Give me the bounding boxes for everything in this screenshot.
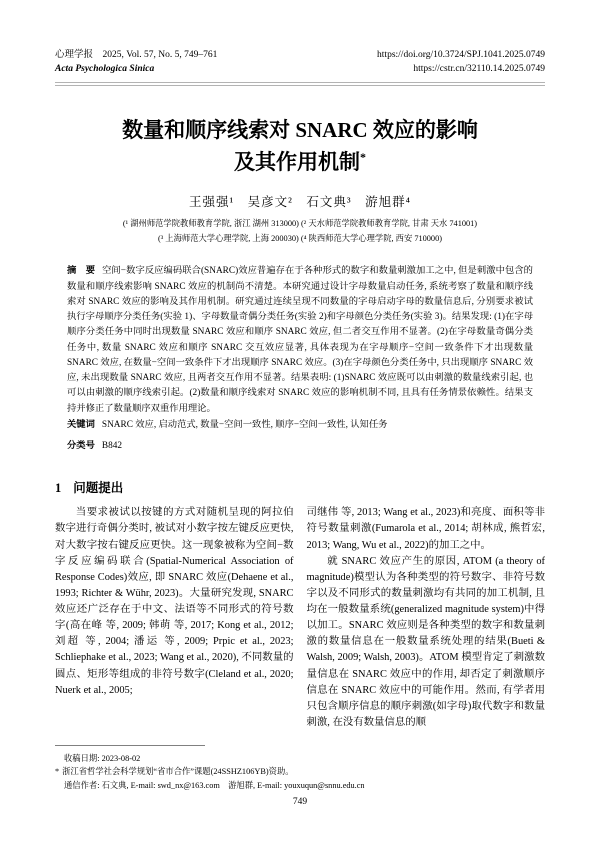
classification-label: 分类号 bbox=[67, 441, 95, 452]
column-right bbox=[307, 505, 546, 731]
affiliations bbox=[55, 217, 545, 247]
footnote-received-date: 收稿日期: 2023-08-02 bbox=[64, 754, 141, 763]
section-title: 问题提出 bbox=[73, 481, 124, 496]
footnote-funding-text: 浙江省哲学社会科学规划“省市合作”课题(24SSHZ106YB)资助。 bbox=[62, 767, 294, 777]
keywords-line bbox=[67, 418, 533, 433]
authors-line: 王强强¹ 吴彦文² 石文典³ 游旭群⁴ bbox=[188, 194, 412, 209]
footnote-asterisk: * bbox=[55, 767, 60, 777]
paper-title-line2 bbox=[55, 146, 545, 179]
section-number: 1 bbox=[55, 481, 62, 496]
paper-title-line1: 数量和顺序线索对 SNARC 效应的影响 bbox=[122, 117, 478, 142]
affiliation-line-1: (¹ 湖州师范学院教师教育学院, 浙江 湖州 313000) (² 天水师范学院教师教育学院, 甘肃 天水 741001) bbox=[122, 218, 478, 228]
journal-citation-cn: 心理学报 2025, Vol. 57, No. 5, 749–761 bbox=[55, 50, 218, 60]
footnote-correspondence: 通信作者: 石文典, E-mail: swd_nx@163.com 游旭群, E-mail: youxuqun@snnu.edu.cn bbox=[64, 780, 365, 790]
body-paragraph: 当要求被试以按键的方式对随机呈现的阿拉伯数字进行奇偶分类时, 被试对小数字按左键反应更快, 对大数字按右键反应更快。这一现象被称为空间−数字反应编码联合(Spatial-Numerical Association of Response Codes)效应, 即 SNARC 效应(Dehaene et al., 1993; Richter & Wühr, 2023)。大量研究发现, SNARC 效应还广泛存在于中文、法语等不同形式的符号数字(高在峰 等, 2009; 韩萌 等, 2017; Kong et al., 2012; 刘超 等, 2004; 潘运 等, 2009; Prpic et al., 2023; Schliephake et al., 2023; Wang et al., 2020), 不同数量的圆点、矩形等组成的非符号数字(Cleland et al., 2020; Nuerk et al., 2005; bbox=[55, 507, 294, 696]
page-number: 749 bbox=[292, 796, 308, 807]
body-paragraph: 就 SNARC 效应产生的原因, ATOM (a theory of magnitude)模型认为各种类型的符号数字、非符号数字以及不同形式的数量刺激均有共同的加工机制, 且均在一般数量系统(generalized magnitude system)中得以加工。SNARC 效应则是各种类型的数字和数量刺激的数量信息在一般数量系统处理的结果(Bueti & Walsh, 2009; Walsh, 2003)。ATOM 模型肯定了刺激数量信息在 SNARC 效应中的作用, 却否定了刺激顺序信息在 SNARC 效应中的可能作用。然而, 有学者用只包含顺序信息的顺序刺激(如字母)取代数字和数量刺激, 在没有数量信息的顺 bbox=[306, 555, 545, 728]
keywords-text: SNARC 效应, 启动范式, 数量−空间一致性, 顺序−空间一致性, 认知任务 bbox=[101, 419, 388, 430]
footnote-block bbox=[55, 745, 545, 792]
classification-line bbox=[67, 439, 533, 454]
paper-title-line2-text: 及其作用机制 bbox=[234, 150, 360, 175]
body-paragraph-continued: 司继伟 等, 2013; Wang et al., 2023)和亮度、面积等非符号数量刺激(Fumarola et al., 2014; 胡林成, 熊哲宏, 2013; Wang, Wu et al., 2022)的加工之中。 bbox=[306, 507, 545, 551]
classification-value: B842 bbox=[101, 441, 123, 452]
footnote-divider bbox=[55, 745, 205, 746]
abstract-block bbox=[67, 264, 533, 454]
affiliation-line-2: (³ 上海师范大学心理学院, 上海 200030) (⁴ 陕西师范大学心理学院, 西安 710000) bbox=[157, 233, 442, 243]
doi-link-primary[interactable]: https://doi.org/10.3724/SPJ.1041.2025.0749 bbox=[377, 50, 545, 60]
body-columns bbox=[55, 505, 545, 731]
title-footnote-mark: * bbox=[360, 150, 366, 165]
abstract-label: 摘 要 bbox=[67, 266, 96, 277]
header-divider-double-rule bbox=[55, 82, 545, 86]
journal-info bbox=[55, 48, 217, 77]
column-left bbox=[55, 505, 294, 731]
journal-header bbox=[55, 48, 545, 77]
footnote-funding bbox=[55, 765, 545, 778]
doi-link-secondary[interactable]: https://cstr.cn/32110.14.2025.0749 bbox=[413, 64, 545, 75]
doi-block bbox=[377, 48, 545, 77]
abstract-text: 空间−数字反应编码联合(SNARC)效应普遍存在于各种形式的数字和数量刺激加工之中, 但是刺激中包含的数量和顺序线索影响 SNARC 效应的机制尚不清楚。本研究通过设计字母数量启动任务, 系统考察了数量和顺序线索对 SNARC 效应的影响及其作用机制。研究通过连续呈现不同数量的字母启动字母的数量信息后, 分别要求被试执行字母顺序分类任务(实验 1)、字母数量奇偶分类任务(实验 2)和字母颜色分类任务(实验 3)。结果发现: (1)在字母顺序分类任务中同时出现数量 SNARC 效应和顺序 SNARC 效应, 但二者交互作用不显著。(2)在字母数量奇偶分类任务中, 数量 SNARC 效应和顺序 SNARC 交互效应显著, 具体表现为在字母顺序−空间一致条件下才出现数量 SNARC 效应, 在数量−空间一致条件下才出现顺序 SNARC 效应。(3)在字母颜色分类任务中, 只出现顺序 SNARC 效应, 未出现数量 SNARC 效应, 且两者交互作用不显著。结果表明: (1)SNARC 效应既可以由刺激的数量线索引起, 也可以由刺激的顺序线索引起。(2)数量和顺序线索对 SNARC 效应的影响机制不同, 且具有任务情景依赖性。结果支持并修正了数量顺序双重作用理论。 bbox=[67, 266, 533, 414]
section-heading-1 bbox=[55, 478, 545, 496]
keywords-label: 关键词 bbox=[67, 419, 95, 430]
paper-title bbox=[55, 114, 545, 179]
journal-name-en: Acta Psychologica Sinica bbox=[55, 64, 155, 75]
abstract-paragraph bbox=[67, 264, 533, 416]
